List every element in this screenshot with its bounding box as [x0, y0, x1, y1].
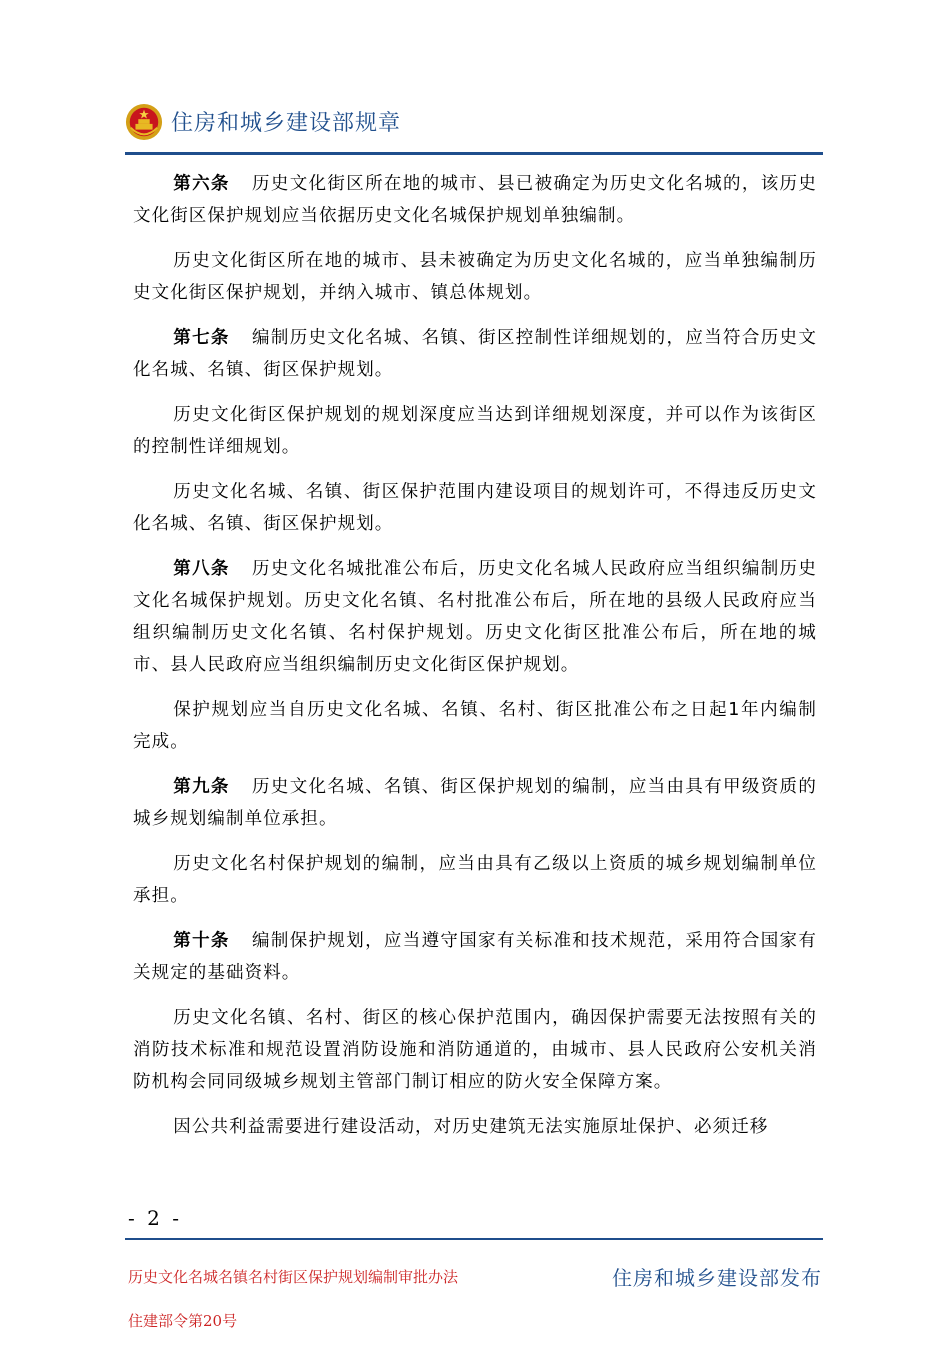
paragraph — [133, 694, 817, 758]
paragraph-text: 历史文化街区所在地的城市、县已被确定为历史文化名城的，该历史文化街区保护规划应当依据历史文化名城保护规划单独编制。 — [133, 174, 817, 226]
header-title: 住房和城乡建设部规章 — [171, 111, 402, 136]
article-number: 第十条 — [173, 931, 230, 951]
paragraph-text: 历史文化街区所在地的城市、县未被确定为历史文化名城的，应当单独编制历史文化街区保护规划，并纳入城市、镇总体规划。 — [133, 251, 817, 303]
national-emblem-icon — [125, 103, 163, 141]
footer-document-title: 历史文化名城名镇名村街区保护规划编制审批办法 — [128, 1268, 459, 1286]
footer-order-number: 住建部令第20号 — [128, 1312, 238, 1330]
paragraph-text: 历史文化名镇、名村、街区的核心保护范围内，确因保护需要无法按照有关的消防技术标准和规范设置消防设施和消防通道的，由城市、县人民政府公安机关消防机构会同同级城乡规划主管部门制订相应的防火安全保障方案。 — [133, 1008, 817, 1092]
paragraph-text: 历史文化名城、名镇、街区保护规划的编制，应当由具有甲级资质的城乡规划编制单位承担。 — [133, 777, 817, 829]
paragraph — [133, 245, 817, 309]
article-number: 第六条 — [173, 174, 230, 194]
paragraph-text: 历史文化名城、名镇、街区保护范围内建设项目的规划许可，不得违反历史文化名城、名镇、街区保护规划。 — [133, 482, 817, 534]
paragraph-text: 编制保护规划，应当遵守国家有关标准和技术规范，采用符合国家有关规定的基础资料。 — [133, 931, 817, 983]
paragraph — [133, 322, 817, 386]
paragraph — [133, 399, 817, 463]
footer-publisher: 住房和城乡建设部发布 — [612, 1266, 822, 1290]
paragraph — [133, 168, 817, 232]
article-number: 第九条 — [173, 777, 230, 797]
paragraph — [133, 771, 817, 835]
article-number: 第八条 — [173, 559, 230, 579]
header-divider — [125, 152, 823, 155]
paragraph — [133, 1111, 817, 1143]
paragraph-text: 保护规划应当自历史文化名城、名镇、名村、街区批准公布之日起1年内编制完成。 — [133, 700, 817, 752]
paragraph-text: 历史文化名城批准公布后，历史文化名城人民政府应当组织编制历史文化名城保护规划。历史文化名镇、名村批准公布后，所在地的县级人民政府应当组织编制历史文化名镇、名村保护规划。历史文化街区批准公布后，所在地的城市、县人民政府应当组织编制历史文化街区保护规划。 — [133, 559, 817, 675]
paragraph — [133, 848, 817, 912]
paragraph — [133, 476, 817, 540]
footer-divider — [125, 1238, 823, 1240]
paragraph-text: 历史文化街区保护规划的规划深度应当达到详细规划深度，并可以作为该街区的控制性详细规划。 — [133, 405, 817, 457]
regulation-body — [133, 168, 817, 1156]
page-number: - 2 - — [128, 1206, 182, 1230]
paragraph — [133, 553, 817, 681]
article-number: 第七条 — [173, 328, 230, 348]
paragraph — [133, 925, 817, 989]
paragraph-text: 编制历史文化名城、名镇、街区控制性详细规划的，应当符合历史文化名城、名镇、街区保护规划。 — [133, 328, 817, 380]
paragraph-text: 因公共利益需要进行建设活动，对历史建筑无法实施原址保护、必须迁移 — [173, 1117, 769, 1137]
paragraph — [133, 1002, 817, 1098]
paragraph-text: 历史文化名村保护规划的编制，应当由具有乙级以上资质的城乡规划编制单位承担。 — [133, 854, 817, 906]
page-header — [125, 100, 823, 155]
